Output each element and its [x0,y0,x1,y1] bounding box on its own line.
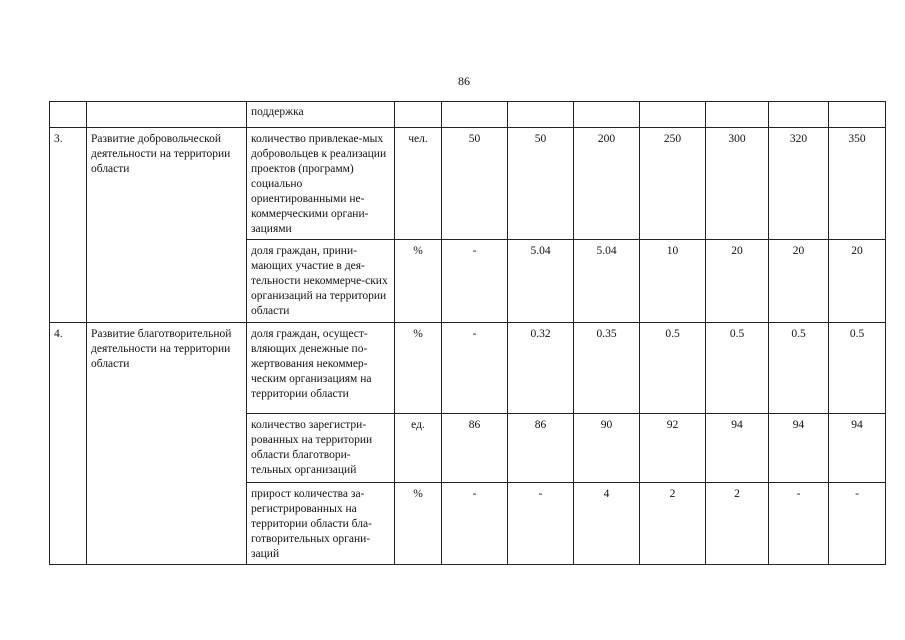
value-cell: 94 [769,414,829,483]
section-title: Развитие добровольческой деятельности на территории области [87,128,247,323]
table-row [50,102,886,128]
value-cell: 10 [640,240,706,323]
indicator-cell: поддержка [247,102,395,128]
indicator-cell: доля граждан, осущест-вляющих денежные по-жертвования некоммер-ческим организациям на территории области [247,323,395,414]
unit-cell: % [395,483,442,565]
value-cell: 50 [442,128,508,240]
indicator-cell: количество зарегистри-рованных на территории области благотвори-тельных организаций [247,414,395,483]
value-cell: 86 [442,414,508,483]
table-cell [706,102,769,128]
section-title: Развитие благотворительной деятельности на территории области [87,323,247,565]
value-cell: - [442,483,508,565]
value-cell: 94 [829,414,886,483]
section-number: 3. [50,128,87,323]
value-cell: 350 [829,128,886,240]
value-cell: - [508,483,574,565]
table-cell [442,102,508,128]
table-cell [508,102,574,128]
indicator-cell: количество привлекае-мых добровольцев к реализации проектов (программ) социально ориентированными не-коммерческими органи-зациями [247,128,395,240]
table-cell [87,102,247,128]
value-cell: 320 [769,128,829,240]
unit-cell: % [395,240,442,323]
value-cell: 250 [640,128,706,240]
value-cell: 2 [706,483,769,565]
table-cell [769,102,829,128]
value-cell: 5.04 [508,240,574,323]
value-cell: 0.35 [574,323,640,414]
value-cell: - [829,483,886,565]
table-row [50,128,886,240]
table-row [50,323,886,414]
indicator-cell: прирост количества за-регистрированных на территории области бла-готворительных органи-заций [247,483,395,565]
value-cell: 0.32 [508,323,574,414]
section-number: 4. [50,323,87,565]
value-cell: 90 [574,414,640,483]
value-cell: 0.5 [706,323,769,414]
value-cell: 300 [706,128,769,240]
unit-cell: чел. [395,128,442,240]
value-cell: 86 [508,414,574,483]
unit-cell: % [395,323,442,414]
value-cell: - [442,240,508,323]
value-cell: - [442,323,508,414]
table-cell [829,102,886,128]
table-cell [640,102,706,128]
value-cell: 94 [706,414,769,483]
table-cell [574,102,640,128]
value-cell: 50 [508,128,574,240]
indicator-cell: доля граждан, прини-мающих участие в дея-тельности некоммерче-ских организаций на территории области [247,240,395,323]
value-cell: 200 [574,128,640,240]
page-number: 86 [458,74,470,88]
value-cell: 20 [769,240,829,323]
table-cell [395,102,442,128]
value-cell: 5.04 [574,240,640,323]
value-cell: 0.5 [769,323,829,414]
value-cell: 2 [640,483,706,565]
unit-cell: ед. [395,414,442,483]
value-cell: 20 [706,240,769,323]
value-cell: 0.5 [640,323,706,414]
table-cell [50,102,87,128]
value-cell: 20 [829,240,886,323]
value-cell: 0.5 [829,323,886,414]
value-cell: 4 [574,483,640,565]
indicators-table [49,101,886,565]
value-cell: 92 [640,414,706,483]
value-cell: - [769,483,829,565]
